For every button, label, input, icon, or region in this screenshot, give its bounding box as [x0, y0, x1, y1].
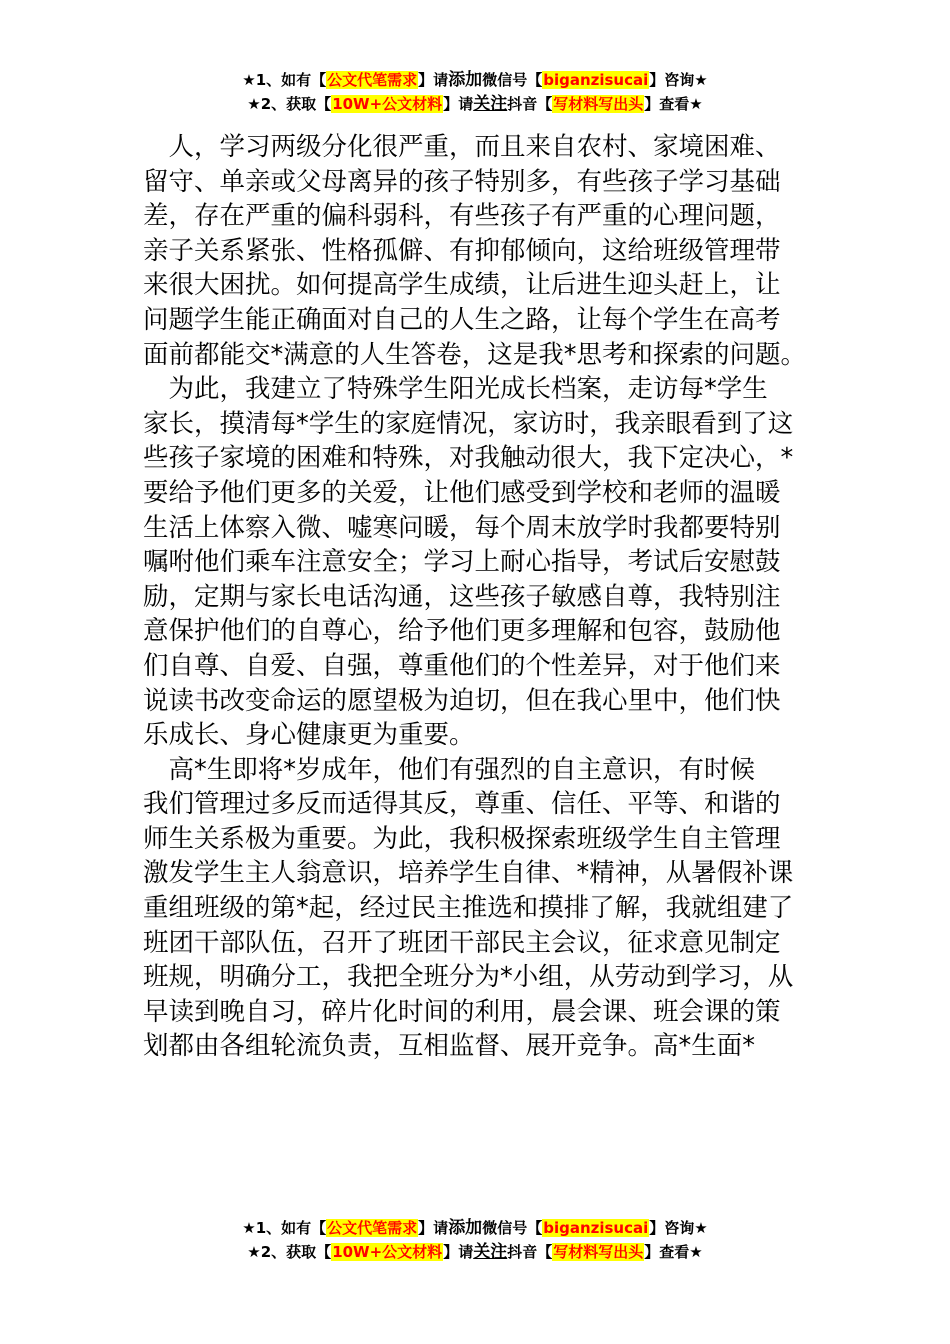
banner-douyin-id: 写材料写出头	[553, 95, 644, 113]
banner-highlight: 10W+公文材料	[332, 95, 443, 113]
banner-wechat-id: biganzisucai	[543, 71, 649, 89]
text-line: 面前都能交*满意的人生答卷，这是我*思考和探索的问题。	[143, 339, 807, 370]
banner-text: 】请	[418, 71, 449, 89]
text-line: 嘱咐他们乘车注意安全；学习上耐心指导，考试后安慰鼓	[143, 547, 781, 578]
banner-text: 】请	[418, 1219, 449, 1237]
text-line: 人，学习两级分化很严重，而且来自农村、家境困难、	[143, 132, 781, 162]
banner-text: 微信号【	[482, 71, 543, 89]
banner-douyin-id: 写材料写出头	[553, 1243, 644, 1261]
banner-wechat-id: biganzisucai	[543, 1219, 649, 1237]
footer-banner	[0, 1216, 950, 1264]
banner-emphasis: 添加	[448, 1218, 483, 1238]
text-line: 励，定期与家长电话沟通，这些孩子敏感自尊，我特别注	[143, 581, 781, 612]
banner-text: 】咨询★	[649, 1219, 708, 1237]
text-line: 早读到晚自习，碎片化时间的利用，晨会课、班会课的策	[143, 996, 781, 1027]
text-line: 些孩子家境的困难和特殊，对我触动很大，我下定决心，*	[143, 443, 794, 474]
banner-text: 抖音【	[507, 95, 553, 113]
text-line: 为此，我建立了特殊学生阳光成长档案，走访每*学生	[143, 374, 768, 405]
text-line: 留守、单亲或父母离异的孩子特别多，有些孩子学习基础	[143, 166, 781, 197]
text-line: 重组班级的第*起，经过民主推选和摸排了解，我就组建了	[143, 893, 794, 924]
text-line: 我们管理过多反而适得其反，尊重、信任、平等、和谐的	[143, 789, 781, 820]
text-line: 生活上体察入微、嘘寒问暖，每个周末放学时我都要特别	[143, 512, 781, 543]
text-line: 们自尊、自爱、自强，尊重他们的个性差异，对于他们来	[143, 650, 781, 681]
banner-emphasis: 关注	[473, 94, 508, 114]
text-line: 问题学生能正确面对自己的人生之路，让每个学生在高考	[143, 304, 781, 335]
text-line: 班规，明确分工，我把全班分为*小组，从劳动到学习，从	[143, 962, 794, 993]
banner-text: 】咨询★	[649, 71, 708, 89]
banner-line-1	[0, 68, 950, 92]
banner-highlight: 10W+公文材料	[332, 1243, 443, 1261]
banner-text: ★1、如有【	[242, 1219, 327, 1237]
banner-text: ★1、如有【	[242, 71, 327, 89]
text-line: 班团干部队伍，召开了班团干部民主会议，征求意见制定	[143, 927, 781, 958]
banner-emphasis: 添加	[448, 70, 483, 90]
banner-text: 】查看★	[644, 1243, 703, 1261]
text-line: 乐成长、身心健康更为重要。	[143, 720, 475, 751]
banner-text: 】查看★	[644, 95, 703, 113]
text-line: 亲子关系紧张、性格孤僻、有抑郁倾向，这给班级管理带	[143, 235, 781, 266]
banner-text: 】请	[443, 1243, 474, 1261]
banner-text: 】请	[443, 95, 474, 113]
text-line: 要给予他们更多的关爱，让他们感受到学校和老师的温暖	[143, 477, 781, 508]
header-banner	[0, 68, 950, 116]
banner-highlight: 公文代笔需求	[327, 71, 418, 89]
text-line: 师生关系极为重要。为此，我积极探索班级学生自主管理	[143, 823, 781, 854]
text-line: 激发学生主人翁意识，培养学生自律、*精神，从暑假补课	[143, 858, 794, 889]
banner-highlight: 公文代笔需求	[327, 1219, 418, 1237]
text-line: 高*生即将*岁成年，他们有强烈的自主意识，有时候	[143, 754, 756, 785]
text-line: 来很大困扰。如何提高学生成绩，让后进生迎头赶上，让	[143, 270, 781, 301]
banner-emphasis: 关注	[473, 1242, 508, 1262]
document-body	[143, 130, 813, 1064]
text-line: 意保护他们的自尊心，给予他们更多理解和包容，鼓励他	[143, 616, 781, 647]
banner-text: ★2、获取【	[247, 1243, 332, 1261]
banner-line-2	[0, 1240, 950, 1264]
banner-text: 微信号【	[482, 1219, 543, 1237]
text-line: 家长，摸清每*学生的家庭情况，家访时，我亲眼看到了这	[143, 408, 794, 439]
banner-text: ★2、获取【	[247, 95, 332, 113]
text-line: 说读书改变命运的愿望极为迫切，但在我心里中，他们快	[143, 685, 781, 716]
banner-text: 抖音【	[507, 1243, 553, 1261]
text-line: 划都由各组轮流负责，互相监督、展开竞争。高*生面*	[143, 1031, 756, 1062]
banner-line-1	[0, 1216, 950, 1240]
text-line: 差，存在严重的偏科弱科，有些孩子有严重的心理问题，	[143, 201, 781, 232]
banner-line-2	[0, 92, 950, 116]
